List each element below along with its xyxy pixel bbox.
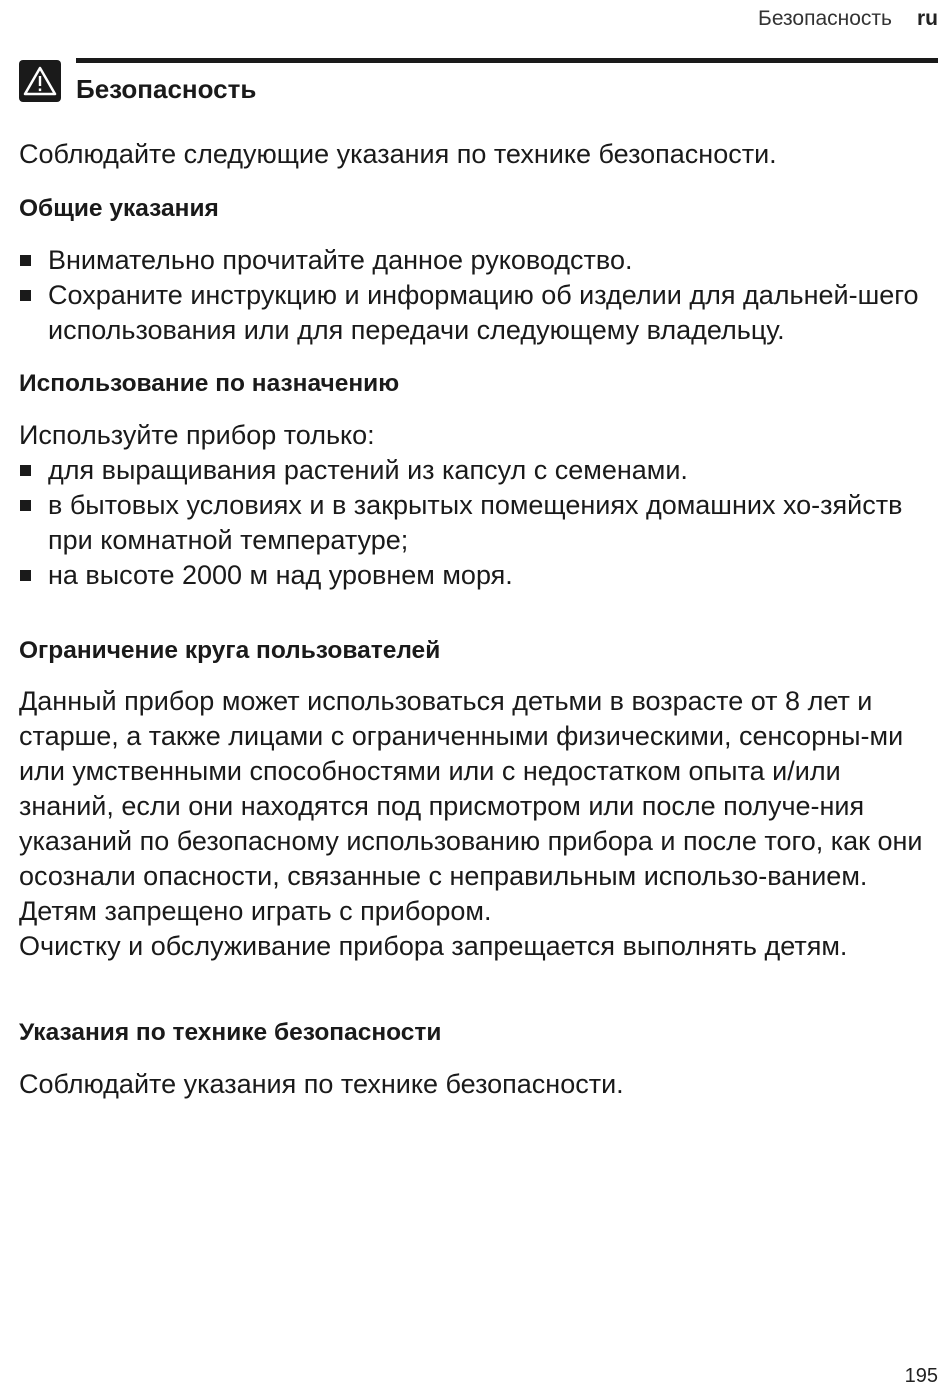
user-restriction-line: Детям запрещено играть с прибором. [19,896,492,926]
user-restriction-heading: Ограничение круга пользователей [19,637,441,664]
general-heading: Общие указания [19,195,219,222]
list-item: Сохраните инструкцию и информацию об изделии для дальней-шего использования или для передачи следующему владельцу. [19,278,938,348]
intro-text: Соблюдайте следующие указания по технике безопасности. [19,139,777,169]
list-item: Внимательно прочитайте данное руководство. [19,243,938,278]
header-rule [76,58,938,63]
intended-use-lead: Используйте прибор только: [19,420,375,450]
section-title: Безопасность [76,74,257,104]
list-item: на высоте 2000 м над уровнем моря. [19,558,938,593]
list-item: в бытовых условиях и в закрытых помещениях домашних хо-зяйств при комнатной температуре; [19,488,938,558]
intended-use-heading: Использование по назначению [19,370,400,397]
running-header-language: ru [917,7,938,30]
warning-triangle-icon [19,60,61,102]
intended-use-block [19,418,938,593]
user-restriction-block [19,684,938,964]
user-restriction-line: Очистку и обслуживание прибора запрещается выполнять детям. [19,931,848,961]
safety-notes-text: Соблюдайте указания по технике безопасности. [19,1069,624,1099]
user-restriction-paragraph: Данный прибор может использоваться детьми в возрасте от 8 лет и старше, а также лицами с ограниченными физическими, сенсорны-ми или умственными способностями или с недостатком опыта и/или знаний, если они находятся под присмотром или после получе-ния указаний по безопасному использованию прибора и после того, как они осознали опасности, связанные с неправильным использо-ванием. [19,686,923,891]
safety-notes-heading: Указания по технике безопасности [19,1019,442,1046]
general-list [19,243,938,348]
page-number: 195 [904,1365,938,1387]
list-item: для выращивания растений из капсул с семенами. [19,453,938,488]
running-header-section: Безопасность [758,7,892,30]
